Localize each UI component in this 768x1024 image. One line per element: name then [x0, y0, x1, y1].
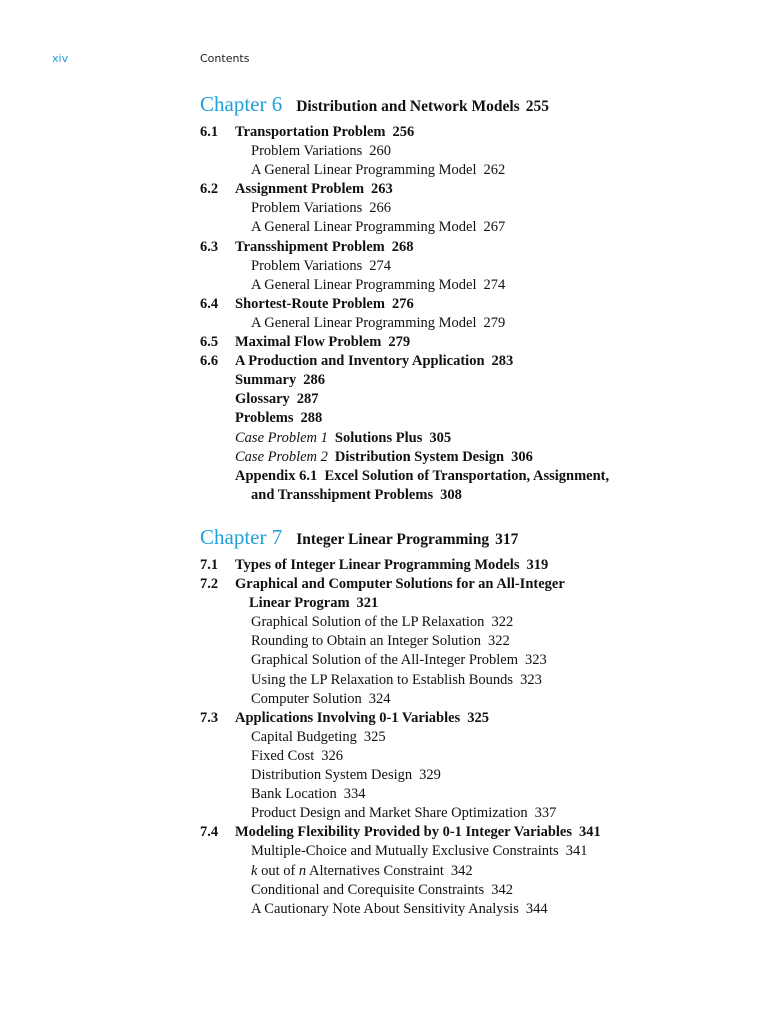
toc-appendix-continued: [200, 486, 740, 505]
page-ref: 279: [388, 334, 411, 351]
section-title: A Production and Inventory Application: [235, 353, 485, 370]
page-ref: 344: [525, 900, 548, 917]
toc-subsection: [200, 671, 740, 690]
chapter-page: 317: [495, 531, 519, 548]
running-head: Contents: [200, 52, 250, 65]
toc-subsection: [200, 728, 740, 747]
chapter-6-toc: [200, 123, 740, 505]
section-number: 7.4: [200, 824, 219, 841]
page-ref: 341: [565, 843, 588, 860]
section-title: Types of Integer Linear Programming Models: [235, 557, 520, 573]
case-problem-label: Case Problem 1: [235, 429, 328, 446]
subsection-title: Rounding to Obtain an Integer Solution: [251, 633, 481, 650]
toc-subsection: [200, 218, 740, 237]
toc-end-matter: [200, 371, 740, 390]
toc-section-continued: [200, 594, 740, 613]
toc-subsection: [200, 161, 740, 180]
toc-subsection: [200, 804, 740, 823]
subsection-title: Computer Solution: [251, 690, 362, 707]
section-number: 7.2: [200, 576, 219, 593]
page-ref: 260: [369, 143, 392, 160]
chapter-title: Distribution and Network Models: [296, 98, 520, 115]
section-title: Assignment Problem: [235, 181, 365, 198]
page-ref: 323: [520, 671, 542, 688]
section-title: Maximal Flow Problem: [235, 334, 382, 351]
toc-subsection: [200, 766, 740, 785]
appendix-title-cont: and Transshipment Problems: [251, 486, 434, 503]
toc-end-matter: [200, 390, 740, 409]
toc-section: [200, 575, 740, 594]
page-ref: 288: [300, 410, 323, 427]
toc-section: [200, 123, 740, 142]
page-ref: 305: [429, 429, 452, 446]
section-number: 6.4: [200, 295, 219, 312]
subsection-title: Problem Variations: [251, 257, 363, 274]
case-problem-title: Distribution System Design: [334, 448, 505, 465]
section-number: 6.5: [200, 334, 219, 351]
chapter-7-toc: [200, 556, 740, 919]
chapter-7-heading: [200, 525, 518, 550]
page-ref: 306: [511, 448, 533, 465]
page-ref: 279: [483, 314, 506, 331]
page-ref: 321: [356, 595, 379, 612]
toc-subsection: [200, 900, 740, 919]
subsection-title: Conditional and Corequisite Constraints: [251, 881, 485, 898]
subsection-variable-k: k: [251, 862, 258, 879]
subsection-title: Capital Budgeting: [251, 728, 357, 745]
page-ref: 262: [483, 162, 506, 179]
toc-subsection: [200, 690, 740, 709]
page-ref: 325: [363, 728, 386, 745]
section-number: 6.2: [200, 181, 219, 198]
toc-subsection: [200, 785, 740, 804]
page-ref: 322: [487, 633, 510, 650]
subsection-title: A General Linear Programming Model: [251, 162, 477, 179]
page-ref: 337: [534, 805, 557, 822]
subsection-title: Product Design and Market Share Optimization: [251, 805, 528, 822]
page-ref: 267: [483, 219, 506, 236]
toc-section: [200, 556, 740, 575]
toc-subsection: [200, 199, 740, 218]
subsection-title: Graphical Solution of the LP Relaxation: [251, 614, 485, 631]
page-ref: 256: [392, 124, 415, 140]
page-ref: 268: [391, 238, 414, 255]
section-number: 6.3: [200, 238, 219, 255]
page-ref: 286: [303, 372, 325, 389]
toc-subsection: [200, 651, 740, 670]
subsection-title: Bank Location: [251, 786, 337, 803]
section-title: Shortest-Route Problem: [235, 295, 385, 312]
appendix-title: Appendix 6.1 Excel Solution of Transportation, Assignment,: [235, 467, 610, 484]
toc-subsection: [200, 862, 740, 881]
chapter-title: Integer Linear Programming: [296, 531, 490, 548]
case-problem-title: Solutions Plus: [334, 429, 423, 446]
toc-subsection: [200, 257, 740, 276]
page-number: xiv: [52, 52, 69, 65]
toc-subsection: [200, 747, 740, 766]
toc-section: [200, 180, 740, 199]
toc-section: [200, 709, 740, 728]
chapter-page: 255: [525, 98, 549, 115]
subsection-title: Alternatives Constraint: [306, 862, 444, 879]
section-number: 6.6: [200, 353, 219, 370]
page-ref: 325: [467, 709, 489, 726]
page-ref: 341: [579, 824, 601, 841]
chapter-label: Chapter 7: [200, 525, 283, 549]
toc-section: [200, 295, 740, 314]
page-ref: 319: [526, 557, 549, 573]
page-ref: 287: [296, 391, 319, 408]
page-ref: 342: [450, 862, 473, 879]
subsection-title: Problem Variations: [251, 143, 363, 160]
page-ref: 326: [321, 747, 343, 764]
section-number: 7.1: [200, 557, 219, 573]
chapter-6-heading: [200, 92, 549, 117]
toc-subsection: [200, 142, 740, 161]
subsection-title: Fixed Cost: [251, 747, 315, 764]
toc-subsection: [200, 314, 740, 333]
subsection-title: A General Linear Programming Model: [251, 314, 477, 331]
subsection-title: A Cautionary Note About Sensitivity Analysis: [251, 900, 519, 917]
toc-case-problem: [200, 448, 740, 467]
page-ref: 274: [369, 257, 392, 274]
page-ref: 322: [491, 614, 514, 631]
section-title: Modeling Flexibility Provided by 0-1 Integer Variables: [235, 824, 572, 841]
toc-section: [200, 352, 740, 371]
toc-appendix: [200, 467, 740, 486]
page-ref: 274: [483, 276, 506, 293]
page-ref: 308: [440, 486, 462, 503]
section-title: Applications Involving 0-1 Variables: [235, 709, 461, 726]
toc-section: [200, 333, 740, 352]
page-ref: 266: [369, 200, 392, 217]
section-number: 7.3: [200, 709, 219, 726]
section-number: 6.1: [200, 124, 219, 140]
end-matter-title: Glossary: [235, 391, 290, 408]
page-ref: 323: [524, 652, 547, 669]
page-ref: 276: [391, 295, 414, 312]
section-title: Transshipment Problem: [235, 238, 385, 255]
subsection-title: Graphical Solution of the All-Integer Problem: [251, 652, 518, 669]
page-ref: 324: [368, 690, 391, 707]
toc-subsection: [200, 881, 740, 900]
page-ref: 263: [371, 181, 393, 198]
toc-end-matter: [200, 409, 740, 428]
toc-subsection: [200, 842, 740, 861]
toc-section: [200, 823, 740, 842]
page-ref: 342: [491, 881, 513, 898]
subsection-title: A General Linear Programming Model: [251, 219, 477, 236]
section-title-cont: Linear Program: [249, 595, 350, 612]
toc-subsection: [200, 276, 740, 295]
subsection-title: A General Linear Programming Model: [251, 276, 477, 293]
subsection-title: Multiple-Choice and Mutually Exclusive Constraints: [251, 843, 559, 860]
page-ref: 283: [491, 353, 514, 370]
toc-subsection: [200, 632, 740, 651]
end-matter-title: Problems: [235, 410, 294, 427]
subsection-title: Distribution System Design: [251, 767, 413, 784]
toc-case-problem: [200, 429, 740, 448]
end-matter-title: Summary: [235, 372, 297, 389]
chapter-label: Chapter 6: [200, 92, 283, 116]
case-problem-label: Case Problem 2: [235, 448, 328, 465]
page-ref: 334: [343, 786, 366, 803]
subsection-variable-n: n: [298, 862, 307, 879]
section-title: Transportation Problem: [235, 124, 386, 140]
subsection-title: Using the LP Relaxation to Establish Bounds: [251, 671, 514, 688]
page-ref: 329: [419, 767, 441, 784]
section-title: Graphical and Computer Solutions for an All-Integer: [235, 576, 565, 593]
toc-subsection: [200, 613, 740, 632]
subsection-title-part: out of: [257, 862, 299, 879]
toc-section: [200, 238, 740, 257]
subsection-title: Problem Variations: [251, 200, 363, 217]
